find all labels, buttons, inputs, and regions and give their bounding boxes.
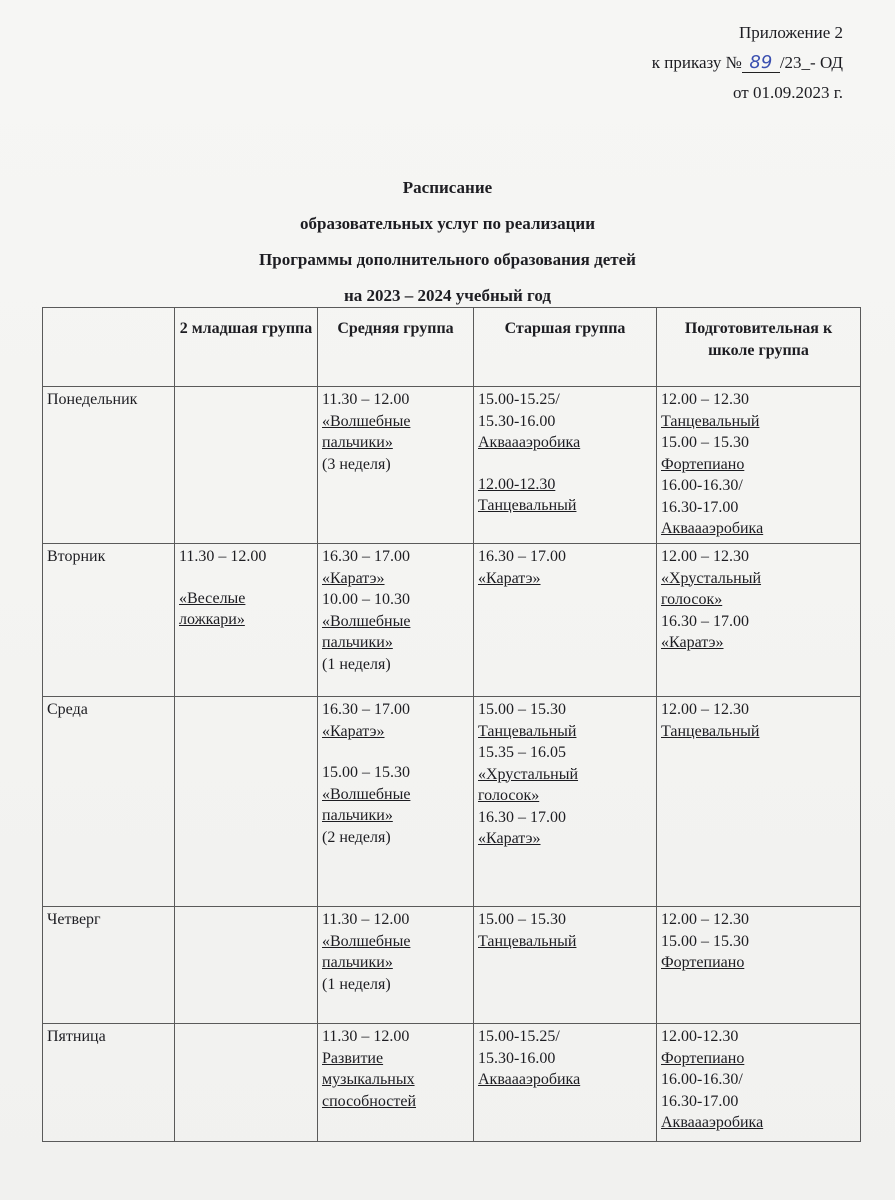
schedule-entry: 12.00 – 12.30 (661, 391, 749, 408)
schedule-entry: 15.30-16.00 (478, 412, 556, 430)
schedule-entry: музыкальных (322, 1071, 415, 1088)
header-younger-2: 2 младшая группа (175, 308, 318, 387)
schedule-entry: «Веселые (179, 589, 246, 607)
cell-senior (474, 1024, 657, 1142)
cell-prep (657, 697, 861, 907)
schedule-entry: 16.30-17.00 (661, 498, 739, 516)
schedule-entry: 15.00-15.25/ (478, 391, 560, 408)
cell-senior (474, 387, 657, 544)
schedule-entry: Танцевальный (478, 497, 577, 514)
schedule-entry: (1 неделя) (322, 655, 391, 673)
schedule-entry: (1 неделя) (322, 975, 391, 993)
schedule-entry: 16.30 – 17.00 (322, 701, 410, 718)
schedule-entry: «Волшебные (322, 612, 411, 630)
entry-spacer (179, 568, 313, 588)
cell-middle (318, 1024, 474, 1142)
cell-younger-2 (175, 387, 318, 544)
header-row (43, 308, 861, 387)
schedule-entry: голосок» (661, 591, 723, 608)
schedule-entry: 16.30 – 17.00 (478, 548, 566, 565)
schedule-entry: 16.30 – 17.00 (478, 808, 566, 826)
cell-senior (474, 697, 657, 907)
schedule-entry: Танцевальный (478, 932, 577, 950)
schedule-entry: пальчики» (322, 954, 393, 971)
schedule-entry: Акваааэробика (661, 1114, 764, 1131)
entry-spacer (322, 742, 469, 762)
schedule-entry: Акваааэробика (478, 1071, 581, 1088)
schedule-entry: 16.00-16.30/ (661, 1071, 743, 1088)
title-line-1: Расписание (402, 178, 493, 197)
schedule-entry: 12.00 – 12.30 (661, 701, 749, 718)
cell-younger-2 (175, 697, 318, 907)
cell-middle (318, 907, 474, 1024)
day-cell: Понедельник (43, 387, 175, 544)
schedule-entry: 15.00 – 15.30 (478, 701, 566, 718)
schedule-entry: голосок» (478, 787, 540, 804)
table-row (43, 544, 861, 697)
order-date: от 01.09.2023 г. (732, 83, 843, 102)
day-cell: Вторник (43, 544, 175, 697)
schedule-entry: Танцевальный (478, 722, 577, 740)
schedule-entry: Акваааэробика (478, 434, 581, 451)
schedule-entry: 12.00-12.30 (478, 475, 556, 493)
schedule-entry: «Волшебные (322, 412, 411, 430)
schedule-entry: 15.00 – 15.30 (661, 932, 749, 950)
appendix-number: Приложение 2 (739, 23, 843, 42)
schedule-entry: пальчики» (322, 807, 393, 824)
table-row (43, 697, 861, 907)
schedule-entry: (2 неделя) (322, 828, 391, 846)
schedule-entry: 10.00 – 10.30 (322, 591, 410, 608)
schedule-entry: 16.00-16.30/ (661, 477, 743, 494)
order-prefix: к приказу № (651, 53, 742, 72)
schedule-entry: 16.30-17.00 (661, 1092, 739, 1110)
schedule-entry: (3 неделя) (322, 455, 391, 473)
header-prep: Подготовительная к школе группа (657, 308, 861, 387)
cell-middle (318, 697, 474, 907)
schedule-entry: «Хрустальный (478, 765, 579, 783)
schedule-entry: 12.00-12.30 (661, 1028, 739, 1045)
schedule-entry: «Волшебные (322, 785, 411, 803)
day-cell: Пятница (43, 1024, 175, 1142)
title-line-3: Программы дополнительного образования детей (259, 250, 636, 269)
schedule-entry: пальчики» (322, 434, 393, 451)
schedule-entry: Развитие (322, 1049, 384, 1067)
schedule-entry: Фортепиано (661, 954, 745, 971)
cell-senior (474, 544, 657, 697)
order-reference (652, 48, 843, 78)
day-cell: Четверг (43, 907, 175, 1024)
schedule-entry: 15.00 – 15.30 (478, 911, 566, 928)
schedule-entry: 16.30 – 17.00 (322, 548, 410, 565)
schedule-entry: 15.00 – 15.30 (661, 434, 749, 451)
schedule-entry: «Хрустальный (661, 569, 762, 587)
table-row (43, 907, 861, 1024)
cell-prep (657, 907, 861, 1024)
cell-younger-2 (175, 544, 318, 697)
cell-prep (657, 544, 861, 697)
header-day (43, 308, 175, 387)
title-line-2: образовательных услуг по реализации (299, 214, 596, 233)
schedule-entry: 15.30-16.00 (478, 1049, 556, 1067)
cell-prep (657, 387, 861, 544)
schedule-entry: Фортепиано (661, 1049, 745, 1067)
header-senior: Старшая группа (474, 308, 657, 387)
table-row (43, 1024, 861, 1142)
schedule-entry: 16.30 – 17.00 (661, 612, 749, 630)
schedule-entry: 11.30 – 12.00 (179, 548, 267, 565)
schedule-entry: «Каратэ» (478, 830, 541, 847)
cell-middle (318, 544, 474, 697)
schedule-entry: 11.30 – 12.00 (322, 911, 410, 928)
title-line-4: на 2023 – 2024 учебный год (344, 286, 551, 305)
document-title (0, 170, 895, 314)
cell-middle (318, 387, 474, 544)
schedule-entry: «Каратэ» (661, 634, 724, 651)
schedule-entry: Акваааэробика (661, 520, 764, 537)
cell-younger-2 (175, 1024, 318, 1142)
schedule-entry: 15.35 – 16.05 (478, 744, 566, 761)
schedule-entry: «Каратэ» (478, 569, 541, 587)
schedule-entry: способностей (322, 1092, 417, 1110)
table-row (43, 387, 861, 544)
schedule-entry: Фортепиано (661, 455, 745, 473)
order-number: 89 (742, 54, 780, 73)
entry-spacer (478, 454, 652, 474)
schedule-entry: 15.00-15.25/ (478, 1028, 560, 1045)
schedule-entry: 12.00 – 12.30 (661, 548, 749, 565)
schedule-entry: 11.30 – 12.00 (322, 1028, 410, 1045)
schedule-entry: 11.30 – 12.00 (322, 391, 410, 408)
schedule-entry: «Каратэ» (322, 722, 385, 740)
schedule-entry: «Каратэ» (322, 569, 385, 587)
schedule-entry: ложкари» (179, 611, 245, 628)
order-suffix: /23_- ОД (779, 53, 843, 72)
schedule-entry: «Волшебные (322, 932, 411, 950)
schedule-entry: 15.00 – 15.30 (322, 764, 410, 781)
day-cell: Среда (43, 697, 175, 907)
schedule-table (42, 307, 861, 1142)
cell-prep (657, 1024, 861, 1142)
header-middle: Средняя группа (318, 308, 474, 387)
schedule-entry: 12.00 – 12.30 (661, 911, 749, 928)
schedule-entry: Танцевальный (661, 722, 760, 740)
schedule-entry: пальчики» (322, 634, 393, 651)
schedule-entry: Танцевальный (661, 412, 760, 430)
cell-younger-2 (175, 907, 318, 1024)
schedule-body (43, 387, 861, 1142)
cell-senior (474, 907, 657, 1024)
appendix-header (652, 18, 843, 108)
